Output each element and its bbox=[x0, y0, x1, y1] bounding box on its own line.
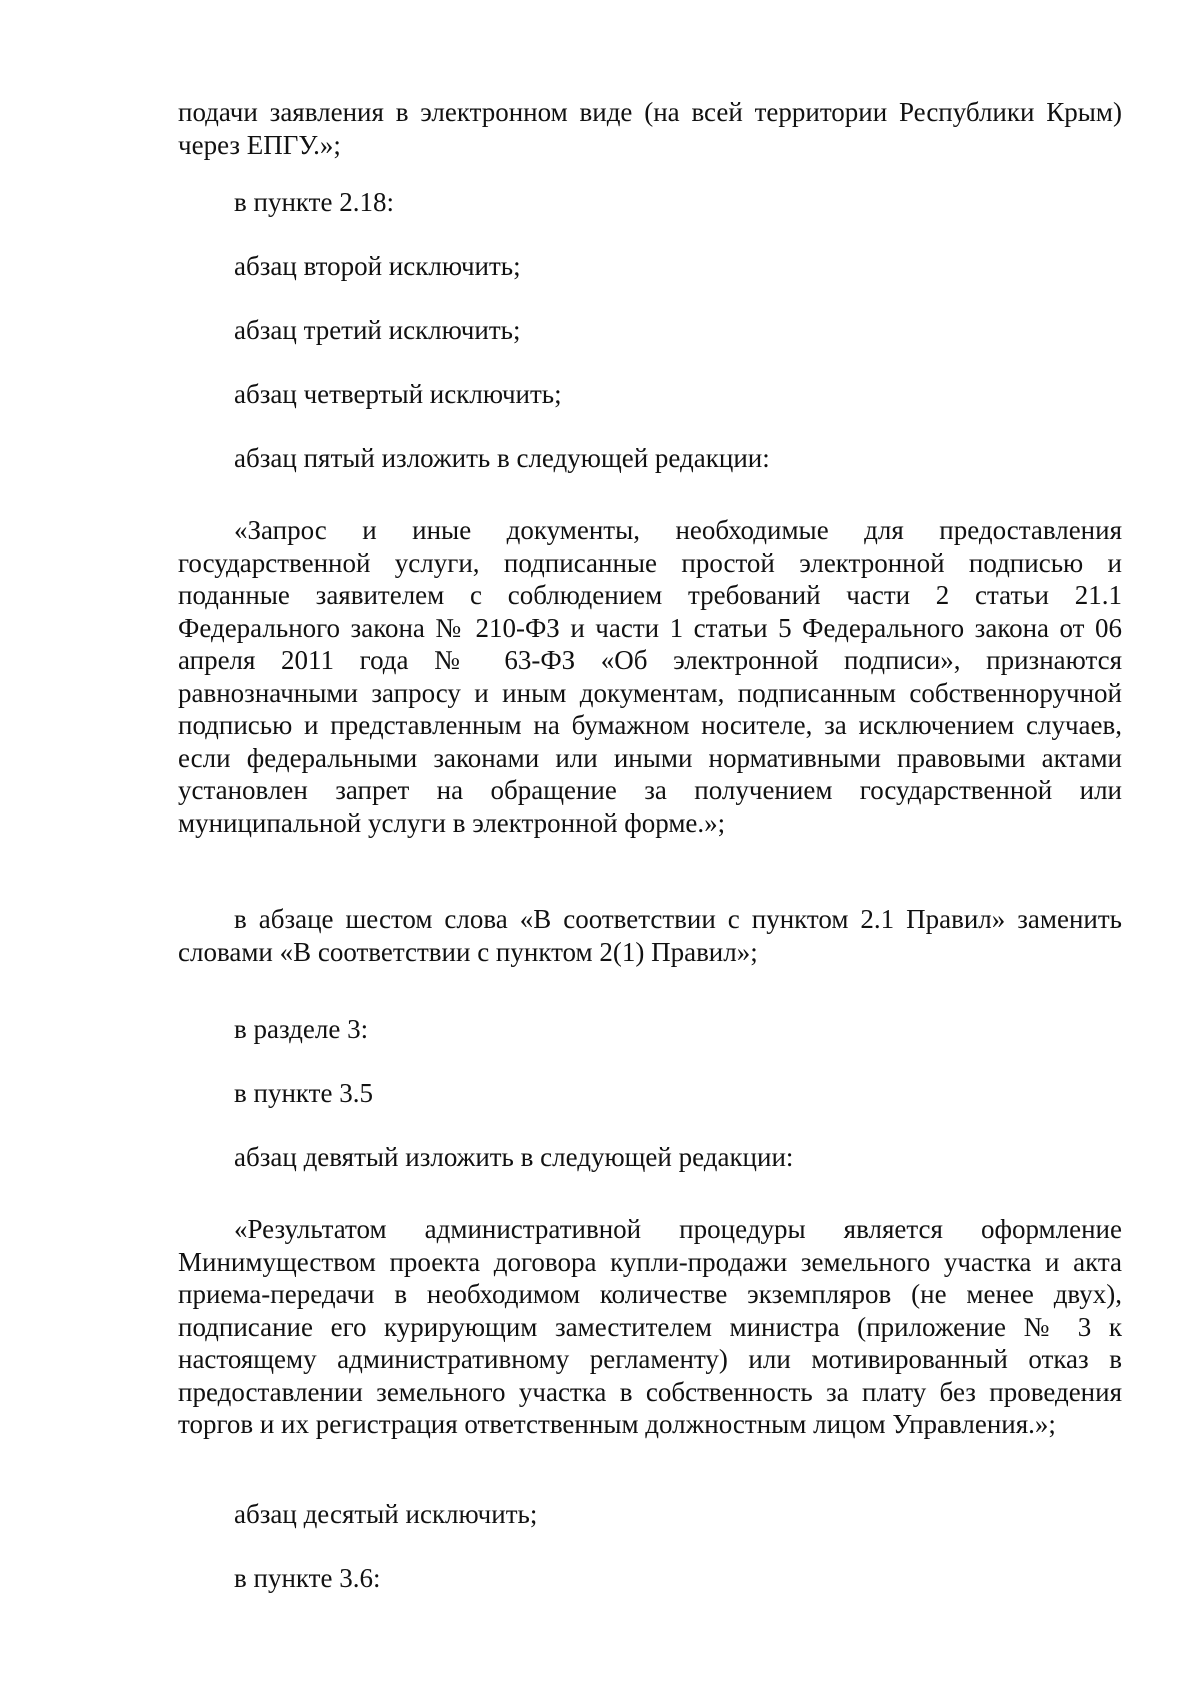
paragraph-fifth-new-edition: абзац пятый изложить в следующей редакции: bbox=[234, 443, 770, 473]
paragraph-ninth-new-edition: абзац девятый изложить в следующей редакции: bbox=[234, 1142, 794, 1172]
paragraph-section-3: в разделе 3: bbox=[234, 1014, 369, 1044]
paragraph-sixth-replace: в абзаце шестом слова «В соответствии с пунктом 2.1 Правил» заменить словами «В соответствии с пунктом 2(1) Правил»; bbox=[178, 904, 1122, 967]
paragraph-quoted-result: «Результатом административной процедуры является оформление Минимуществом проекта договора купли-продажи земельного участка и акта приема-передачи в необходимом количестве экземпляров (не менее двух), подписание его курирующим заместителем министра (приложение № 3 к настоящему административному регламенту) или мотивированный отказ в предоставлении земельного участка в собственность за плату без проведения торгов и их регистрация ответственным должностным лицом Управления.»; bbox=[178, 1214, 1122, 1439]
paragraph-point-2-18: в пункте 2.18: bbox=[234, 187, 394, 217]
paragraph-delete-fourth: абзац четвертый исключить; bbox=[234, 379, 562, 409]
paragraph-continuation: подачи заявления в электронном виде (на всей территории Республики Крым) через ЕПГУ.»; bbox=[178, 97, 1122, 160]
paragraph-quoted-request: «Запрос и иные документы, необходимые для предоставления государственной услуги, подписанные простой электронной подписью и поданные заявителем с соблюдением требований части 2 статьи 21.1 Федерального закона № 210-ФЗ и части 1 статьи 5 Федерального закона от 06 апреля 2011 года № 63-ФЗ «Об электронной подписи», признаются равнозначными запросу и иным документам, подписанным собственноручной подписью и представленным на бумажном носителе, за исключением случаев, если федеральными законами или иными нормативными правовыми актами установлен запрет на обращение за получением государственной или муниципальной услуги в электронной форме.»; bbox=[178, 515, 1122, 838]
paragraph-point-3-5: в пункте 3.5 bbox=[234, 1078, 373, 1108]
paragraph-delete-second: абзац второй исключить; bbox=[234, 251, 521, 281]
paragraph-delete-third: абзац третий исключить; bbox=[234, 315, 521, 345]
paragraph-delete-tenth: абзац десятый исключить; bbox=[234, 1499, 538, 1529]
paragraph-point-3-6: в пункте 3.6: bbox=[234, 1563, 381, 1593]
